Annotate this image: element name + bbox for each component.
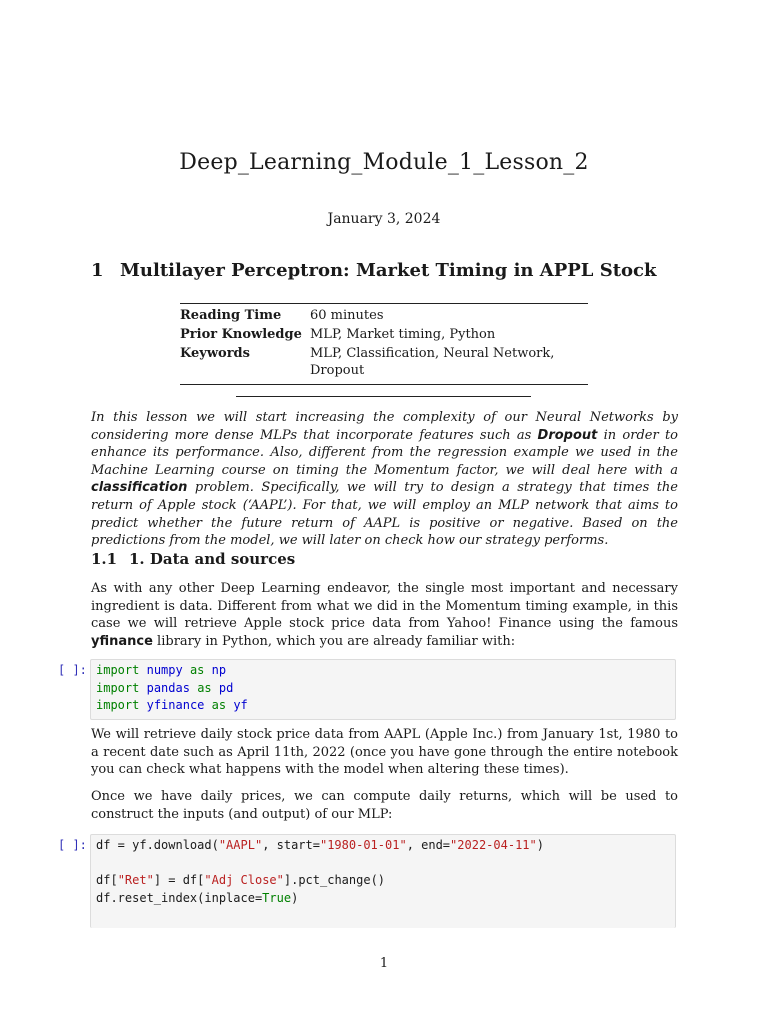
code-text: ] = df[ (153, 873, 205, 887)
code-module: yf (233, 698, 248, 712)
code-keyword: as (197, 680, 212, 695)
code-module: yfinance (146, 698, 205, 712)
info-value: 60 minutes (310, 308, 384, 323)
subsection-number: 1.1 (91, 550, 118, 568)
abstract-emphasis: classification (91, 480, 188, 496)
info-key: Reading Time (180, 308, 282, 323)
code-text: df[ (96, 873, 118, 887)
code-cell-download[interactable] (90, 834, 676, 928)
code-keyword: import (96, 698, 140, 712)
info-key: Prior Knowledge (180, 327, 302, 342)
info-value: MLP, Classification, Neural Network, Dropout (310, 346, 555, 378)
abstract-emphasis: Dropout (537, 427, 598, 443)
paragraph-returns: Once we have daily prices, we can compute daily returns, which will be used to construct the inputs (and output) of our MLP: (91, 789, 678, 822)
cell-prompt: [ ]: (58, 663, 87, 677)
section-number: 1 (91, 260, 104, 281)
code-module: pd (218, 680, 234, 695)
subsection-title: 1. Data and sources (129, 550, 296, 568)
table-row (180, 325, 588, 344)
page-number: 1 (379, 956, 389, 971)
table-row (180, 344, 588, 385)
paragraph-data-sources (91, 580, 678, 650)
document-title: Deep_Learning_Module_1_Lesson_2 (179, 150, 589, 175)
horizontal-divider (236, 396, 531, 397)
document-date: January 3, 2024 (327, 211, 441, 227)
code-string: "Adj Close" (204, 873, 284, 887)
code-keyword: True (262, 890, 292, 905)
abstract-text: In this lesson we will start increasing the complexity of our Neural Networks by considering more dense MLPs that incorporate features such as (91, 410, 678, 443)
paragraph-text: library in Python, which you are already familiar with: (152, 633, 516, 649)
section-heading (91, 260, 656, 281)
code-module: numpy (146, 663, 183, 677)
paragraph-text: As with any other Deep Learning endeavor, the single most important and necessary ingredient is data. Different from what we did in the Momentum timing example, in this case we will retrieve Apple stock price data from Yahoo! Finance using the famous (91, 581, 678, 632)
code-text: df = yf.download( (96, 838, 219, 852)
code-string: "2022-04-11" (450, 838, 537, 852)
paragraph-date-range: We will retrieve daily stock price data from AAPL (Apple Inc.) from January 1st, 1980 to a recent date such as April 11th, 2022 (once you have gone through the entire notebook you can check what happens with the model when altering these times). (91, 727, 678, 778)
code-text: df.reset_index(inplace= (96, 890, 263, 905)
code-keyword: import (96, 680, 140, 695)
code-text: ) (291, 890, 299, 905)
code-keyword: as (189, 663, 205, 677)
info-key: Keywords (180, 346, 250, 361)
code-keyword: as (211, 698, 227, 712)
code-keyword: import (96, 663, 140, 677)
abstract-text: in order to enhance its performance. Also, different from the regression example we used in the Machine Learning course on timing the Momentum factor, we will deal here with a (91, 427, 678, 478)
code-text: , end= (406, 838, 451, 852)
section-title: Multilayer Perceptron: Market Timing in APPL Stock (120, 260, 657, 281)
code-module: pandas (146, 680, 190, 695)
info-value: MLP, Market timing, Python (310, 327, 496, 342)
subsection-heading (91, 550, 295, 568)
code-module: np (211, 663, 227, 677)
abstract-text: problem. Specifically, we will try to design a strategy that times the return of Apple stock (‘AAPL’). For that, we will employ an MLP network that aims to predict whether the future return of AAPL is positive or negative. Based on the predictions from the model, we will later on check how our strategy performs. (91, 480, 678, 549)
code-string: "1980-01-01" (319, 838, 407, 852)
code-cell-imports[interactable] (90, 659, 676, 720)
cell-prompt: [ ]: (58, 838, 87, 852)
code-text: , start= (262, 838, 320, 852)
lesson-info-table (180, 303, 588, 385)
lesson-abstract (91, 409, 678, 550)
library-name: yfinance (91, 633, 153, 649)
code-text: ) (536, 838, 544, 852)
code-text: ].pct_change() (283, 873, 386, 887)
code-string: "Ret" (117, 873, 154, 887)
code-string: "AAPL" (218, 838, 263, 852)
table-row (180, 304, 588, 326)
